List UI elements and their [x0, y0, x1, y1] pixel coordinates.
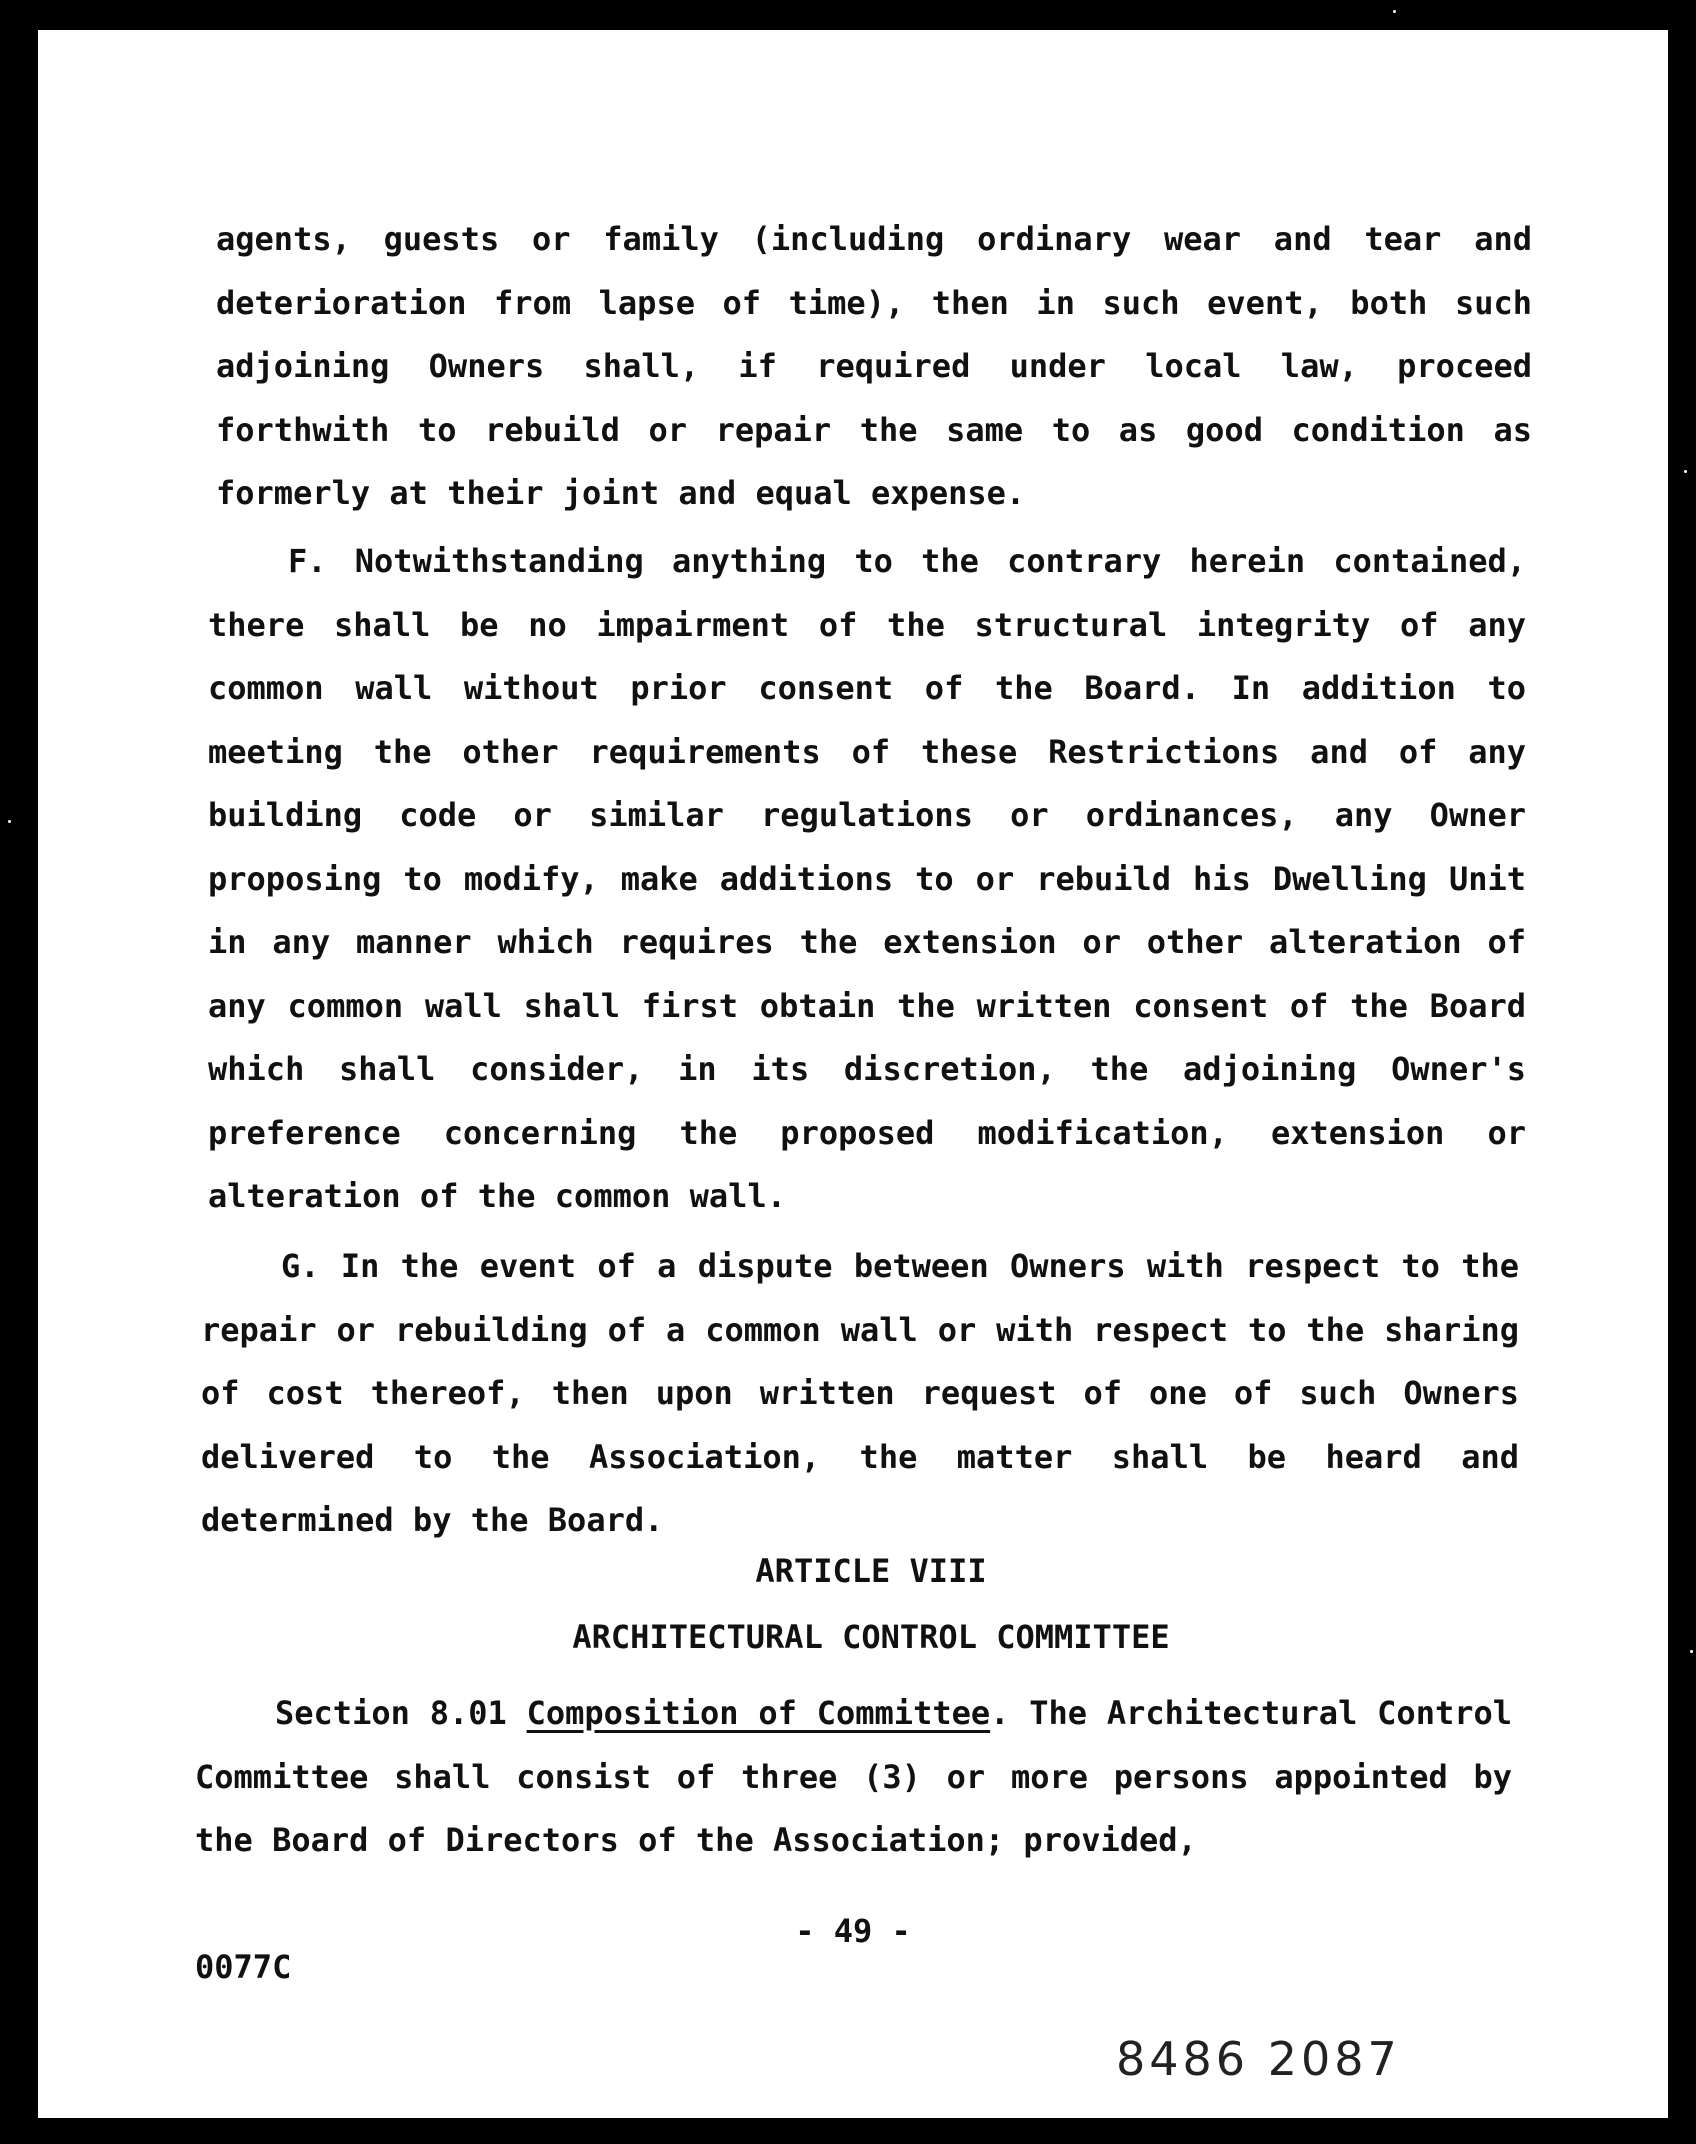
scan-speck: [1393, 10, 1396, 13]
scan-speck: [1684, 470, 1687, 473]
section-number: Section 8.01: [275, 1694, 527, 1732]
paragraph-section-8-01: [195, 1682, 1512, 1873]
scan-speck: [8, 820, 11, 823]
paragraph-section-f: F. Notwithstanding anything to the contrary herein contained, there shall be no impairment of the structural integrity of any common wall without prior consent of the Board. In addition to meeting the other requirements of these Restrictions and of any building code or similar regulations or ordinances, any Owner proposing to modify, make additions to or rebuild his Dwelling Unit in any manner which requires the extension or other alteration of any common wall shall first obtain the written consent of the Board which shall consider, in its discretion, the adjoining Owner's preference concerning the proposed modification, extension or alteration of the common wall.: [208, 542, 1526, 1215]
document-code: 0077C: [195, 1948, 292, 1986]
article-title-heading: ARCHITECTURAL CONTROL COMMITTEE: [572, 1618, 1170, 1656]
article-number-heading: ARTICLE VIII: [755, 1552, 987, 1590]
bates-stamp-number: 8486 2087: [1116, 2032, 1401, 2086]
document-page: [38, 30, 1668, 2118]
section-body: . The Architectural Control Committee shall consist of three (3) or more persons appointed by the Board of Directors of the Association; provided,: [195, 1694, 1513, 1859]
paragraph-section-g: G. In the event of a dispute between Owners with respect to the repair or rebuilding of a common wall or with respect to the sharing of cost thereof, then upon written request of one of such Owners delivered to the Association, the matter shall be heard and determined by the Board.: [201, 1247, 1519, 1539]
page-number: - 49 -: [795, 1912, 911, 1950]
section-heading: Composition of Committee: [526, 1694, 991, 1732]
scan-speck: [1690, 1650, 1693, 1653]
paragraph-continuation: agents, guests or family (including ordinary wear and tear and deterioration from lapse of time), then in such event, both such adjoining Owners shall, if required under local law, proceed forthwith to rebuild or repair the same to as good condition as formerly at their joint and equal expense.: [216, 220, 1532, 512]
